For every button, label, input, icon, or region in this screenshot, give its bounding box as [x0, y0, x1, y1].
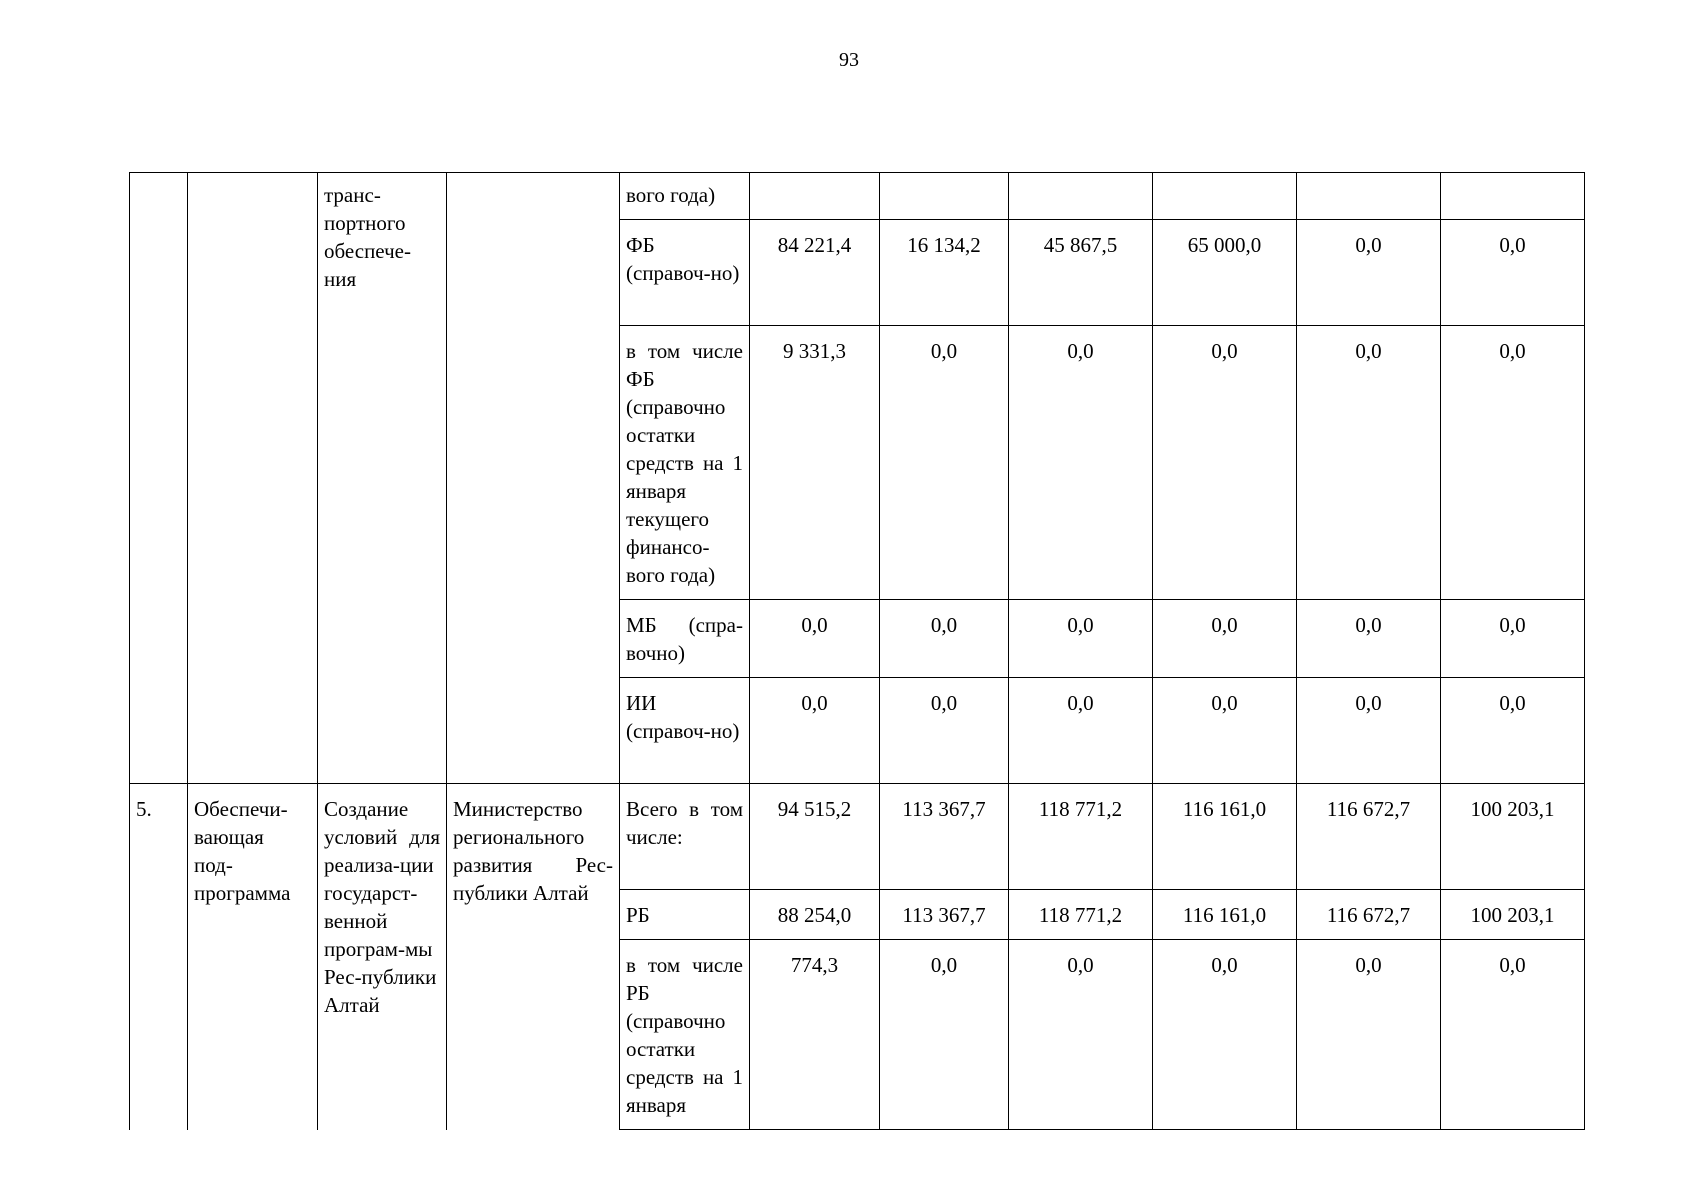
- executor-cell-empty: [447, 173, 620, 784]
- item-number-cell: 5.: [130, 784, 188, 1130]
- value-cell: 116 161,0: [1153, 890, 1297, 940]
- value-cell: 0,0: [1009, 940, 1153, 1130]
- page-number: 93: [839, 49, 859, 71]
- value-cell: 100 203,1: [1441, 784, 1585, 890]
- funding-source-cell: в том числе РБ (справочно остатки средств на 1 января: [620, 940, 750, 1130]
- funding-source-cell: вого года): [620, 173, 750, 220]
- value-cell: 0,0: [880, 678, 1009, 784]
- value-cell: 116 161,0: [1153, 784, 1297, 890]
- value-cell: 0,0: [1153, 678, 1297, 784]
- value-cell: 0,0: [880, 600, 1009, 678]
- value-cell: [1009, 173, 1153, 220]
- value-cell: 0,0: [1153, 600, 1297, 678]
- value-cell: 0,0: [1297, 678, 1441, 784]
- value-cell: 9 331,3: [750, 326, 880, 600]
- value-cell: 0,0: [880, 940, 1009, 1130]
- value-cell: 0,0: [1297, 326, 1441, 600]
- value-cell: [1441, 173, 1585, 220]
- value-cell: 0,0: [1441, 600, 1585, 678]
- funding-source-cell: ИИ (справоч-но): [620, 678, 750, 784]
- number-cell-empty: [130, 173, 188, 784]
- item-status-cell: Обеспечи- вающая под- программа: [188, 784, 318, 1130]
- value-cell: [750, 173, 880, 220]
- value-cell: 116 672,7: [1297, 784, 1441, 890]
- value-cell: 0,0: [1441, 326, 1585, 600]
- value-cell: 0,0: [750, 600, 880, 678]
- value-cell: [1153, 173, 1297, 220]
- value-cell: 0,0: [1297, 220, 1441, 326]
- value-cell: 65 000,0: [1153, 220, 1297, 326]
- funding-source-cell: МБ (спра-вочно): [620, 600, 750, 678]
- value-cell: 0,0: [750, 678, 880, 784]
- budget-table: [129, 172, 1585, 1130]
- value-cell: 774,3: [750, 940, 880, 1130]
- value-cell: 0,0: [1441, 940, 1585, 1130]
- value-cell: 88 254,0: [750, 890, 880, 940]
- funding-source-cell: Всего в том числе:: [620, 784, 750, 890]
- value-cell: 16 134,2: [880, 220, 1009, 326]
- table-row: [130, 173, 1585, 220]
- funding-source-cell: ФБ (справоч-но): [620, 220, 750, 326]
- value-cell: 0,0: [1153, 940, 1297, 1130]
- table-row: [130, 784, 1585, 890]
- value-cell: 0,0: [1441, 220, 1585, 326]
- funding-source-cell: РБ: [620, 890, 750, 940]
- value-cell: 0,0: [1009, 600, 1153, 678]
- program-name-continued: транс- портного обеспече- ния: [318, 173, 447, 784]
- funding-source-cell: в том числе ФБ (справочно остатки средств на 1 января текущего финансо-вого года): [620, 326, 750, 600]
- value-cell: 100 203,1: [1441, 890, 1585, 940]
- value-cell: 113 367,7: [880, 784, 1009, 890]
- value-cell: [1297, 173, 1441, 220]
- value-cell: 0,0: [1153, 326, 1297, 600]
- value-cell: 116 672,7: [1297, 890, 1441, 940]
- value-cell: 0,0: [1009, 678, 1153, 784]
- value-cell: 0,0: [1009, 326, 1153, 600]
- value-cell: 118 771,2: [1009, 890, 1153, 940]
- value-cell: 0,0: [1297, 600, 1441, 678]
- value-cell: 0,0: [880, 326, 1009, 600]
- item-name-cell: Создание условий для реализа-ции государст-венной програм-мы Рес-публики Алтай: [318, 784, 447, 1130]
- value-cell: 0,0: [1441, 678, 1585, 784]
- value-cell: 113 367,7: [880, 890, 1009, 940]
- value-cell: 45 867,5: [1009, 220, 1153, 326]
- value-cell: 118 771,2: [1009, 784, 1153, 890]
- status-cell-empty: [188, 173, 318, 784]
- value-cell: 84 221,4: [750, 220, 880, 326]
- value-cell: [880, 173, 1009, 220]
- item-executor-cell: Министерство регионального развития Рес-публики Алтай: [447, 784, 620, 1130]
- value-cell: 0,0: [1297, 940, 1441, 1130]
- value-cell: 94 515,2: [750, 784, 880, 890]
